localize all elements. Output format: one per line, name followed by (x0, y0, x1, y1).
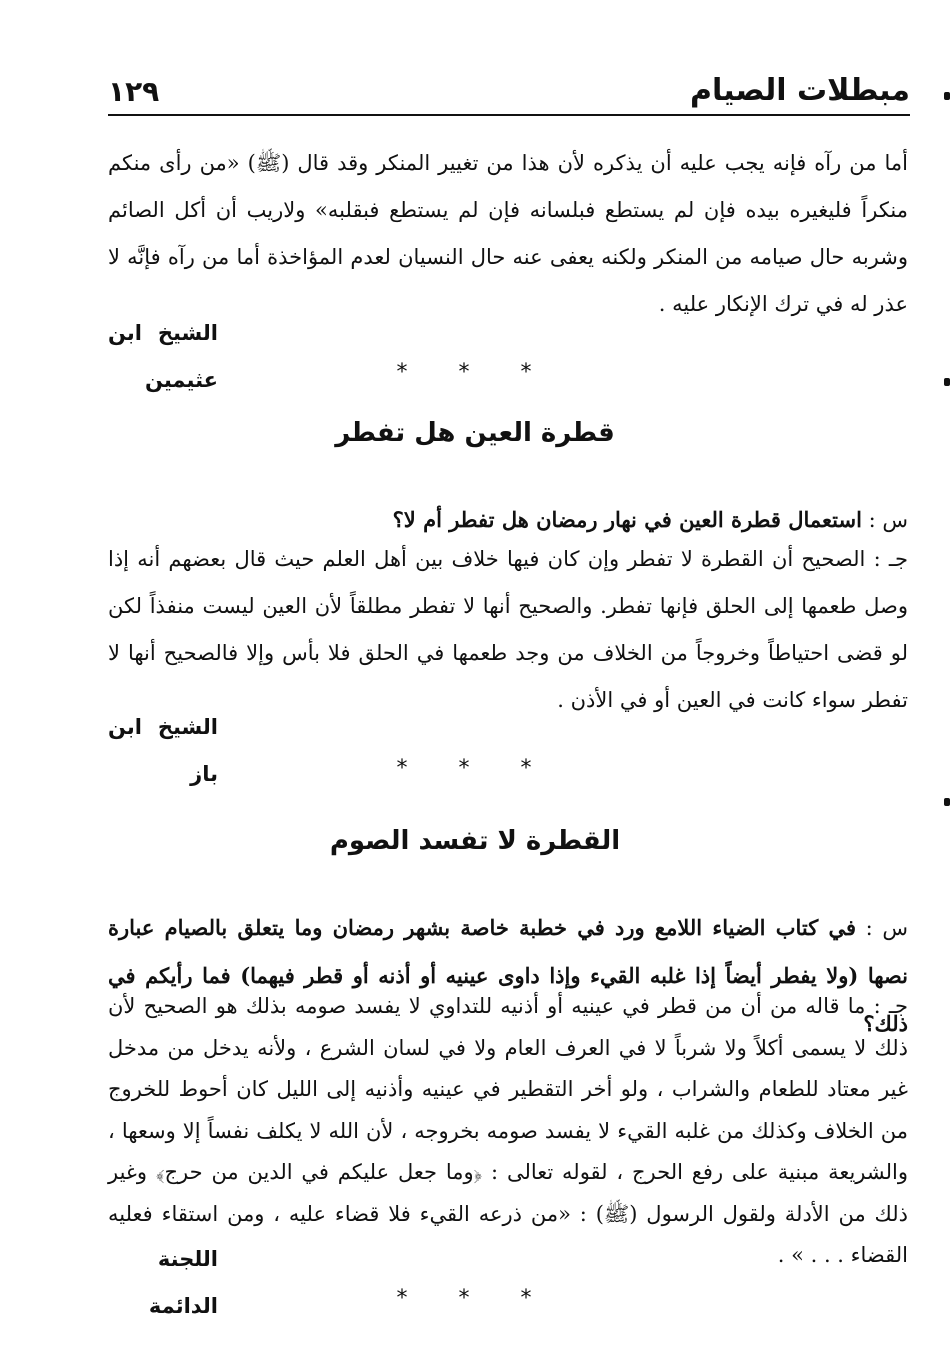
question-prefix: س : (868, 508, 908, 532)
signature-permanent-committee: اللجنة الدائمة (148, 1247, 218, 1318)
signature-ibn-baz: الشيخ ابن باز (108, 715, 218, 786)
section-title-eye-drops: قطرة العين هل تفطر (335, 418, 615, 448)
header-divider (108, 114, 910, 116)
signature-row-3 (108, 1236, 908, 1318)
answer-prefix: جـ : (873, 994, 908, 1018)
question-text: استعمال قطرة العين في نهار رمضان هل تفطر أم لا؟ (392, 507, 862, 532)
scan-edge-mark (944, 92, 950, 100)
opening-paragraph: أما من رآه فإنه يجب عليه أن يذكره لأن هذا من تغيير المنكر وقد قال (ﷺ) «من رأى منكم منكراً فليغيره بيده فإن لم يستطع فبلسانه فإن لم يستطع فبقلبه» ولاريب أن أكل الصائم وشربه حال صيامه من المنكر ولكنه يعفى عنه حال النسيان لعدم المؤاخذة أما من رآه فإنَّه لا عذر له في ترك الإنكار عليه . (108, 151, 908, 316)
answer-drops-fast (108, 986, 908, 1277)
question-prefix: س : (865, 916, 908, 940)
running-title: مبطلات الصيام (689, 73, 910, 108)
section-separator-2: * * * (396, 756, 554, 781)
page-header (108, 68, 910, 108)
page-number: ١٢٩ (108, 75, 160, 108)
section-title-drops-fast: القطرة لا تفسد الصوم (329, 826, 621, 856)
question-text: في كتاب الضياء اللامع ورد في خطبة خاصة بشهر رمضان وما يتعلق بالصيام عبارة نصها (ولا يفطر أيضاً إذا غلبه القيء وإذا داوى عينيه أو أذنه أو قطر فيهما) فما رأيكم في ذلك؟ (108, 915, 908, 1036)
section-separator-1: * * * (396, 360, 554, 385)
signature-row-2 (108, 704, 908, 786)
signature-row-1 (108, 310, 908, 392)
answer-text: ما قاله من أن من قطر في عينيه أو أذنيه للتداوي لا يفسد صومه بذلك هو الصحيح لأن ذلك لا يسمى أكلاً ولا شرباً لا في العرف العام ولا في لسان الشرع ، ولأنه يدخل من مدخل غير معتاد للطعام والشراب ، ولو أخر التقطير في عينيه وأذنيه إلى الليل كان أحوط للخروج من الخلاف وكذلك من غلبه القيء لا يفسد صومه بخروجه ، لأن الله لا يكلف نفساً إلا وسعها ، والشريعة مبنية على رفع الحرج ، لقوله تعالى : ﴿وما جعل عليكم في الدين من حرج﴾ وغير ذلك من الأدلة ولقول الرسول (ﷺ) : «من ذرعه القيء فلا قضاء عليه ، ومن استقاء فعليه القضاء . . . » . (108, 994, 908, 1267)
scan-edge-mark (944, 378, 950, 386)
answer-prefix: جـ : (873, 547, 908, 571)
section-separator-3: * * * (396, 1286, 554, 1311)
signature-ibn-uthaymeen: الشيخ ابن عثيمين (108, 321, 218, 392)
answer-text: الصحيح أن القطرة لا تفطر وإن كان فيها خلاف بين أهل العلم حيث قال بعضهم أنه إذا وصل طعمها إلى الحلق فإنها تفطر. والصحيح أنها لا تفطر مطلقاً لأن العين ليست منفذاً لكن لو قضى احتياطاً وخروجاً من الخلاف من وجد طعمها في الحلق فلا بأس وإلا فالصحيح أنها لا تفطر سواء كانت في العين أو في الأذن . (108, 547, 908, 712)
scan-edge-mark (944, 798, 950, 806)
answer-eye-drops (108, 536, 908, 724)
